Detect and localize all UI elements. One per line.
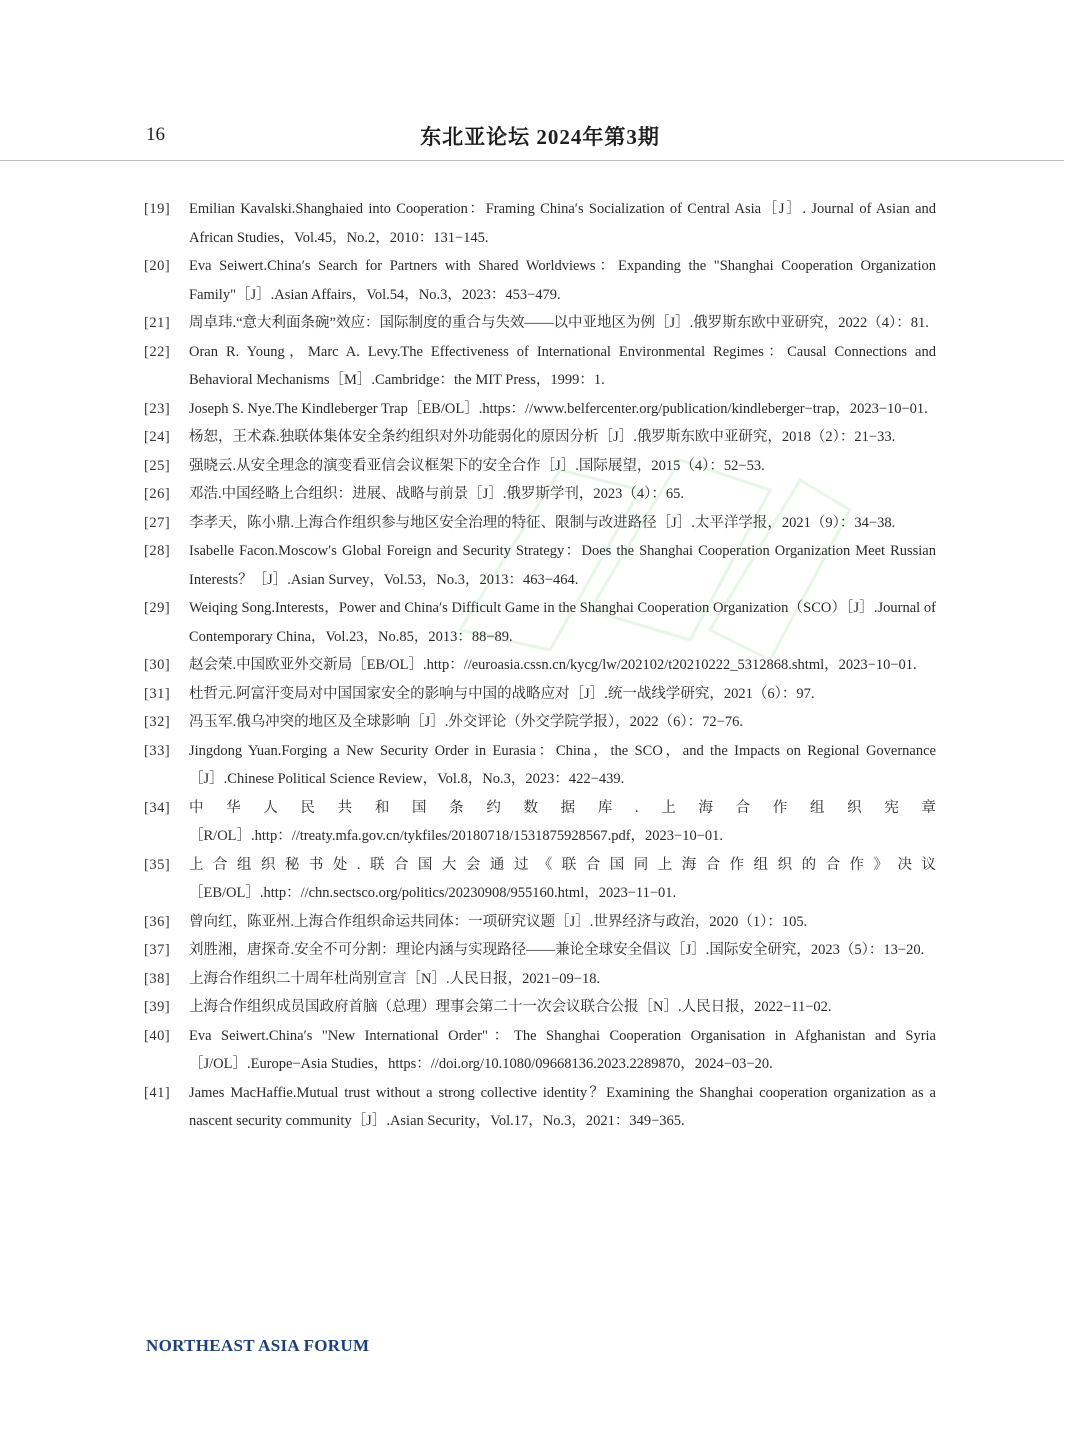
reference-item bbox=[144, 908, 936, 937]
reference-number: [27] bbox=[144, 514, 171, 531]
reference-item bbox=[144, 594, 936, 651]
reference-item bbox=[144, 993, 936, 1022]
reference-text: 上海合作组织成员国政府首脑（总理）理事会第二十一次会议联合公报［N］.人民日报，2022−11−02. bbox=[189, 999, 832, 1015]
reference-text: Jingdong Yuan.Forging a New Security Order in Eurasia：China，the SCO，and the Impacts on Regional Governance［J］.Chinese Political Science Review，Vol.8，No.3，2023：422−439. bbox=[189, 742, 936, 787]
reference-text: Eva Seiwert.China′s "New International Order"：The Shanghai Cooperation Organisation in Afghanistan and Syria［J/OL］.Europe−Asia Studies，https：//doi.org/10.1080/09668136.2023.2289870，2024−03−20. bbox=[189, 1027, 936, 1072]
reference-text: 上合组织秘书处.联合国大会通过《联合国同上海合作组织的合作》决议［EB/OL］.http：//chn.sectsco.org/politics/20230908/955160.html，2023−11−01. bbox=[189, 856, 936, 901]
reference-text: 杜哲元.阿富汗变局对中国国家安全的影响与中国的战略应对［J］.统一战线学研究，2021（6）：97. bbox=[189, 685, 815, 702]
reference-number: [26] bbox=[144, 486, 171, 502]
reference-text: 冯玉军.俄乌冲突的地区及全球影响［J］.外交评论（外交学院学报），2022（6）：72−76. bbox=[189, 714, 743, 730]
reference-number: [30] bbox=[144, 657, 171, 673]
reference-number: [19] bbox=[144, 201, 171, 217]
reference-number: [29] bbox=[144, 600, 171, 616]
reference-number: [34] bbox=[144, 799, 171, 816]
reference-item bbox=[144, 651, 936, 680]
reference-text: 杨恕，王术森.独联体集体安全条约组织对外功能弱化的原因分析［J］.俄罗斯东欧中亚研究，2018（2）：21−33. bbox=[189, 429, 896, 445]
reference-text: 赵会荣.中国欧亚外交新局［EB/OL］.http：//euroasia.cssn.cn/kycg/lw/202102/t20210222_5312868.shtml，2023−10−01. bbox=[189, 657, 917, 673]
reference-number: [22] bbox=[144, 343, 171, 360]
page-number: 16 bbox=[146, 124, 165, 145]
reference-number: [21] bbox=[144, 315, 171, 331]
reference-item bbox=[144, 252, 936, 309]
reference-text: Weiqing Song.Interests，Power and China′s Difficult Game in the Shanghai Cooperation Organization（SCO）［J］.Journal of Contemporary China，Vol.23，No.85，2013：88−89. bbox=[189, 600, 936, 645]
reference-text: Eva Seiwert.China′s Search for Partners with Shared Worldviews：Expanding the "Shanghai Cooperation Organization Family"［J］.Asian Affairs，Vol.54，No.3，2023：453−479. bbox=[189, 258, 936, 303]
reference-number: [31] bbox=[144, 685, 171, 702]
reference-number: [35] bbox=[144, 856, 171, 873]
reference-text: 刘胜湘，唐探奇.安全不可分割：理论内涵与实现路径——兼论全球安全倡议［J］.国际安全研究，2023（5）：13−20. bbox=[189, 942, 925, 958]
reference-number: [41] bbox=[144, 1084, 171, 1101]
reference-item bbox=[144, 1079, 936, 1136]
reference-text: 曾向红，陈亚州.上海合作组织命运共同体：一项研究议题［J］.世界经济与政治，2020（1）：105. bbox=[189, 913, 808, 930]
footer-brand: NORTHEAST ASIA FORUM bbox=[146, 1336, 370, 1355]
reference-text: Oran R. Young，Marc A. Levy.The Effectiveness of International Environmental Regimes：Causal Connections and Behavioral Mechanisms［M］.Cambridge：the MIT Press，1999：1. bbox=[189, 343, 936, 388]
reference-item bbox=[144, 1022, 936, 1079]
reference-text: 中华人民共和国条约数据库.上海合作组织宪章［R/OL］.http：//treaty.mfa.gov.cn/tykfiles/20180718/1531875928567.pdf，2023−10−01. bbox=[189, 799, 936, 844]
reference-number: [28] bbox=[144, 543, 171, 559]
reference-item bbox=[144, 509, 936, 538]
journal-title: 东北亚论坛 2024年第3期 bbox=[420, 125, 660, 149]
reference-number: [40] bbox=[144, 1027, 171, 1044]
reference-item bbox=[144, 936, 936, 965]
reference-item bbox=[144, 794, 936, 851]
reference-number: [32] bbox=[144, 714, 171, 730]
reference-item bbox=[144, 395, 936, 424]
reference-number: [36] bbox=[144, 913, 171, 930]
reference-item bbox=[144, 965, 936, 994]
reference-text: 李孝天，陈小鼎.上海合作组织参与地区安全治理的特征、限制与改进路径［J］.太平洋学报，2021（9）：34−38. bbox=[189, 514, 896, 531]
reference-text: Emilian Kavalski.Shanghaied into Cooperation：Framing China′s Socialization of Central Asia［J］. Journal of Asian and African Studies，Vol.45，No.2，2010：131−145. bbox=[189, 201, 936, 246]
reference-item bbox=[144, 480, 936, 509]
reference-item bbox=[144, 338, 936, 395]
reference-number: [20] bbox=[144, 258, 171, 274]
page-header bbox=[0, 0, 1064, 161]
reference-text: Isabelle Facon.Moscow′s Global Foreign and Security Strategy：Does the Shanghai Cooperation Organization Meet Russian Interests？［J］.Asian Survey，Vol.53，No.3，2013：463−464. bbox=[189, 543, 936, 588]
reference-text: 邓浩.中国经略上合组织：进展、战略与前景［J］.俄罗斯学刊，2023（4）：65. bbox=[189, 486, 685, 502]
reference-number: [23] bbox=[144, 400, 171, 417]
reference-number: [25] bbox=[144, 457, 171, 474]
reference-text: 上海合作组织二十周年杜尚别宣言［N］.人民日报，2021−09−18. bbox=[189, 970, 601, 987]
reference-text: Joseph S. Nye.The Kindleberger Trap［EB/OL］.https：//www.belfercenter.org/publication/kindleberger−trap，2023−10−01. bbox=[189, 400, 928, 417]
reference-number: [39] bbox=[144, 999, 171, 1015]
reference-text: 周卓玮.“意大利面条碗”效应：国际制度的重合与失效——以中亚地区为例［J］.俄罗斯东欧中亚研究，2022（4）：81. bbox=[189, 315, 929, 331]
reference-item bbox=[144, 309, 936, 338]
reference-item bbox=[144, 680, 936, 709]
reference-item bbox=[144, 423, 936, 452]
reference-item bbox=[144, 708, 936, 737]
reference-number: [38] bbox=[144, 970, 171, 987]
reference-item bbox=[144, 851, 936, 908]
reference-item bbox=[144, 537, 936, 594]
reference-item bbox=[144, 452, 936, 481]
reference-text: 强晓云.从安全理念的演变看亚信会议框架下的安全合作［J］.国际展望，2015（4）：52−53. bbox=[189, 457, 765, 474]
reference-number: [24] bbox=[144, 429, 171, 445]
reference-number: [33] bbox=[144, 742, 171, 759]
reference-text: James MacHaffie.Mutual trust without a strong collective identity？Examining the Shanghai cooperation organization as a nascent security community［J］.Asian Security，Vol.17，No.3，2021：349−365. bbox=[189, 1084, 936, 1129]
reference-item bbox=[144, 737, 936, 794]
reference-item bbox=[144, 195, 936, 252]
reference-list bbox=[144, 195, 936, 1136]
reference-number: [37] bbox=[144, 942, 171, 958]
